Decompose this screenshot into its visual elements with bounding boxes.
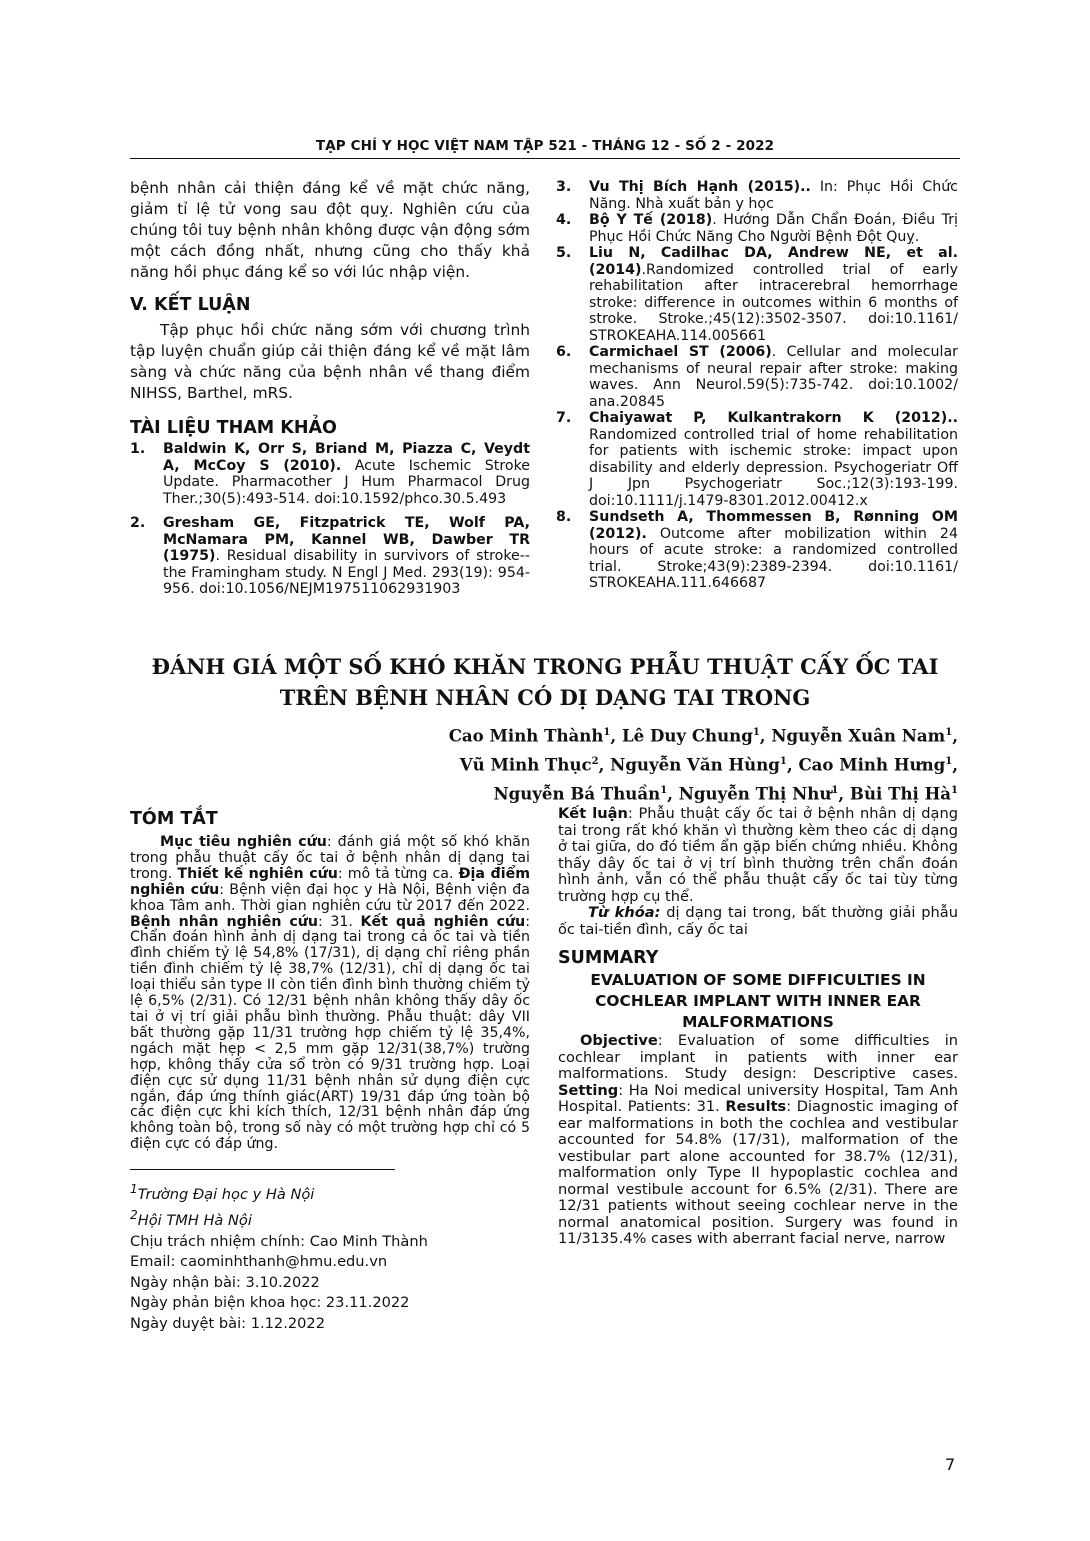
affiliation-2-marker: 2 bbox=[130, 1208, 138, 1223]
reference-authors: Chaiyawat P, Kulkantrakorn K (2012).. bbox=[589, 410, 958, 426]
reference-authors: Liu N, Cadilhac DA, Andrew NE, et al. (2014) bbox=[589, 245, 958, 278]
page-number: 7 bbox=[945, 1455, 956, 1474]
article-title-line2: TRÊN BỆNH NHÂN CÓ DỊ DẠNG TAI TRONG bbox=[279, 685, 811, 710]
reference-number: 6. bbox=[556, 344, 572, 360]
author-separator: , bbox=[610, 725, 622, 746]
patients-text: : 31. bbox=[318, 913, 361, 930]
author-name: Nguyễn Thị Như bbox=[678, 783, 832, 804]
affiliation-1-marker: 1 bbox=[130, 1182, 138, 1196]
date-received: Ngày nhận bài: 3.10.2022 bbox=[130, 1273, 320, 1291]
reference-authors: Baldwin K, Orr S, Briand M, Piazza C, Veydt A, McCoy S (2010). bbox=[163, 441, 530, 474]
summary-objective-label: Objective bbox=[580, 1032, 658, 1049]
article-title bbox=[120, 651, 970, 713]
reference-authors: Bộ Y Tế (2018) bbox=[589, 212, 713, 228]
abstract-vi-left bbox=[130, 809, 530, 1153]
author-name: Nguyễn Bá Thuần bbox=[493, 783, 661, 804]
conclusion-text-vi: : Phẫu thuật cấy ốc tai ở bệnh nhân dị dạng tai trong rất khó khăn vì thường kèm theo các dị dạng ở tai giữa, do đó tiềm ẩn gặp biến chứng nhiều. Không thấy dây ốc tai ở vị trí bình thường trên chẩn đoán hình ảnh, vẫn có thể phẫu thuật cấy ốc tai tùy từng trường hợp cụ thể. bbox=[558, 805, 958, 905]
author-name: Nguyễn Văn Hùng bbox=[610, 754, 780, 775]
reference-item bbox=[556, 410, 958, 509]
author-line-2 bbox=[158, 749, 958, 778]
summary-title: EVALUATION OF SOME DIFFICULTIES IN COCHLEAR IMPLANT WITH INNER EAR MALFORMATIONS bbox=[590, 971, 926, 1031]
reference-text: . Residual disability in survivors of stroke--the Framingham study. N Engl J Med. 293(19): 954-956. doi:10.1056/NEJM197511062931903 bbox=[163, 548, 530, 597]
reference-authors: Gresham GE, Fitzpatrick TE, Wolf PA, McNamara PM, Kannel WB, Dawber TR (1975) bbox=[163, 515, 530, 564]
summary-results-label: Results bbox=[725, 1098, 787, 1115]
contact-email: Email: caominhthanh@hmu.edu.vn bbox=[130, 1253, 388, 1271]
reference-item bbox=[556, 509, 958, 592]
abstract-vi-continued bbox=[558, 806, 958, 905]
date-reviewed: Ngày phản biện khoa học: 23.11.2022 bbox=[130, 1294, 410, 1312]
author-name: Cao Minh Thành bbox=[448, 725, 604, 746]
summary-results-text: : Diagnostic imaging of ear malformations in both the cochlea and vestibular accounted for 54.8% (17/31), malformation of the vestibular part alone accounted for 38.7% (12/31), malformation only Type II hypoplastic cochlea and normal vestibule account for 6.5% (2/31). There are 12/31 patients without seeing cochlear nerve in the normal anatomical position. Surgery was found in 11/3135.4% cases with aberrant facial nerve, narrow bbox=[558, 1098, 958, 1247]
reference-item bbox=[130, 441, 530, 507]
results-text: : Chẩn đoán hình ảnh dị dạng tai trong cả ốc tai và tiền đình chiếm tỷ lệ 54,8% (17/31), dị dạng chỉ riêng phần tiền đình chiếm tỷ lệ 38,7% (12/31), chỉ dị dạng ốc tai loại thiểu sản type II còn tiền đình bình thường chiếm tỷ lệ 6,5% (2/31). Có 12/31 bệnh nhân không thấy dây ốc tai ở vị trí giải phẫu bình thường. Phẫu thuật: dây VII bất thường gặp 11/31 trường hợp chiếm tỷ lệ 35,4%, ngách mặt hẹp < 2,5 mm gặp 12/31(38,7%) trường hợp, không thấy cửa sổ tròn có 9/31 trường hợp. Loại điện cực sử dụng 11/31 bệnh nhân sử dụng điện cực ngắn, đáp ứng thính giác(ART) 19/31 đáp ứng toàn bộ các điện cực khi kích thích, 12/31 bệnh nhân đáp ứng không toàn bộ, trong số này có một trường hợp chỉ có 5 điện cực có đáp ứng. bbox=[130, 913, 530, 1153]
references-list-left bbox=[130, 441, 530, 598]
patients-label: Bệnh nhân nghiên cứu bbox=[130, 913, 319, 930]
author-affiliation: 1 bbox=[603, 727, 611, 738]
references-heading: TÀI LIỆU THAM KHẢO bbox=[130, 418, 337, 438]
abstract-vi-body bbox=[130, 835, 530, 1153]
reference-item bbox=[556, 179, 958, 212]
reference-number: 7. bbox=[556, 410, 572, 426]
reference-authors: Carmichael ST (2006) bbox=[589, 344, 772, 360]
prev-article-right-column bbox=[556, 179, 958, 592]
reference-text: In: Phục Hồi Chức Năng. Nhà xuất bản y học bbox=[589, 179, 958, 212]
setting-text: : Bệnh viện đại học y Hà Nội, Bệnh viện đa khoa Tâm anh. Thời gian nghiên cứu từ 2017 đến 2022. bbox=[130, 881, 530, 914]
design-label: Thiết kế nghiên cứu bbox=[177, 865, 338, 882]
reference-text: Randomized controlled trial of home rehabilitation for patients with ischemic stroke: impact upon disability and elderly depression. Psychogeriatr Off J Jpn Psychogeriatr Soc.;12(3):193-199. doi:10.1111/j.1479-8301.2012.00412.x bbox=[589, 426, 958, 509]
reference-number: 1. bbox=[130, 441, 146, 457]
reference-number: 5. bbox=[556, 245, 572, 261]
author-affiliation: 1 bbox=[779, 756, 787, 768]
conclusion-heading: V. KẾT LUẬN bbox=[130, 295, 251, 315]
affiliation-1 bbox=[130, 1179, 530, 1205]
journal-header: TẠP CHÍ Y HỌC VIỆT NAM TẬP 521 - THÁNG 12 - SỐ 2 - 2022 bbox=[315, 138, 775, 154]
author-affiliation: 2 bbox=[591, 756, 599, 768]
author-separator: , bbox=[759, 725, 772, 746]
article-title-line1: ĐÁNH GIÁ MỘT SỐ KHÓ KHĂN TRONG PHẪU THUẬT CẤY ỐC TAI bbox=[151, 654, 939, 679]
keywords-text: dị dạng tai trong, bất thường giải phẫu ốc tai-tiền đình, cấy ốc tai bbox=[558, 904, 958, 938]
prev-discussion-text: bệnh nhân cải thiện đáng kể về mặt chức năng, giảm tỉ lệ tử vong sau đột quỵ. Nghiên cứu của chúng tôi tuy bệnh nhân không được vận động sớm một cách đồng nhất, nhưng cũng cho thấy khả năng hồi phục đáng kể so với lúc nhập viện. bbox=[130, 179, 530, 281]
reference-text: Outcome after mobilization within 24 hours of acute stroke: a randomized controlled trial. Stroke;43(9):2389-2394. doi:10.1161/ STROKEAHA.111.646687 bbox=[589, 525, 958, 591]
setting-label: Địa điểm nghiên cứu bbox=[130, 865, 530, 898]
reference-text: . Hướng Dẫn Chẩn Đoán, Điều Trị Phục Hồi Chức Năng Cho Người Bệnh Đột Quỵ. bbox=[589, 212, 958, 245]
author-line-3 bbox=[158, 778, 958, 807]
author-separator: , bbox=[598, 754, 611, 775]
keywords bbox=[558, 905, 958, 938]
reference-text: . Cellular and molecular mechanisms of neural repair after stroke: making waves. Ann Neurol.59(5):735-742. doi:10.1002/ ana.20845 bbox=[589, 344, 958, 410]
footnote-rule bbox=[130, 1169, 395, 1170]
author-separator: , bbox=[838, 783, 850, 804]
design-text: : mô tả từng ca. bbox=[337, 865, 459, 882]
prev-article-left-column bbox=[130, 178, 530, 598]
reference-item bbox=[130, 515, 530, 598]
author-name: Cao Minh Hưng bbox=[798, 754, 946, 775]
author-line-1 bbox=[158, 720, 958, 749]
author-name: Nguyễn Xuân Nam bbox=[771, 725, 946, 746]
reference-item bbox=[556, 344, 958, 410]
reference-authors: Sundseth A, Thommessen B, Rønning OM (2012). bbox=[589, 509, 958, 542]
summary-setting-label: Setting bbox=[558, 1081, 619, 1099]
objective-text: : đánh giá một số khó khăn trong phẫu thuật cấy ốc tai ở bệnh nhân dị dạng tai trong. bbox=[130, 834, 530, 882]
date-accepted: Ngày duyệt bài: 1.12.2022 bbox=[130, 1314, 325, 1332]
author-affiliation: 1 bbox=[831, 785, 839, 797]
reference-number: 2. bbox=[130, 515, 146, 531]
conclusion-text: Tập phục hồi chức năng sớm với chương trình tập luyện chuẩn giúp cải thiện đáng kể về mặt lâm sàng và chức năng của bệnh nhân về thang điểm NIHSS, Barthel, mRS. bbox=[130, 321, 530, 402]
author-separator: , bbox=[786, 754, 799, 775]
affiliation-2-text: Hội TMH Hà Nội bbox=[137, 1212, 252, 1230]
abstract-right-column bbox=[558, 806, 958, 1248]
summary-heading: SUMMARY bbox=[558, 948, 659, 968]
author-affiliation: 1 bbox=[945, 756, 953, 768]
author-separator: , bbox=[952, 725, 958, 746]
abstract-vi-heading: TÓM TẮT bbox=[130, 809, 218, 829]
reference-text: .Randomized controlled trial of early rehabilitation after intracerebral hemorrhage stroke: difference in outcomes within 6 months of stroke. Stroke.;45(12):3502-3507. doi:10.1161/ STROKEAHA.114.005661 bbox=[589, 261, 958, 344]
author-list bbox=[158, 720, 958, 807]
author-name: Bùi Thị Hà bbox=[849, 783, 952, 804]
keywords-label: Từ khóa: bbox=[588, 904, 661, 921]
reference-number: 8. bbox=[556, 509, 572, 525]
reference-item bbox=[556, 245, 958, 344]
objective-label: Mục tiêu nghiên cứu bbox=[160, 834, 327, 850]
author-affiliation: 1 bbox=[951, 785, 958, 797]
references-list-right bbox=[556, 179, 958, 592]
author-separator: , bbox=[667, 783, 679, 804]
author-separator: , bbox=[952, 754, 958, 775]
reference-authors: Vu Thị Bích Hạnh (2015).. bbox=[589, 179, 811, 195]
summary-objective-text: : Evaluation of some difficulties in cochlear implant in patients with inner ear malformations. Study design: Descriptive cases. bbox=[558, 1032, 958, 1082]
header-rule bbox=[130, 158, 960, 159]
author-name: Vũ Minh Thục bbox=[459, 754, 592, 775]
reference-number: 3. bbox=[556, 179, 572, 195]
author-affiliation: 1 bbox=[752, 727, 760, 738]
reference-text: Acute Ischemic Stroke Update. Pharmacother J Hum Pharmacol Drug Ther.;30(5):493-514. doi:10.1592/phco.30.5.493 bbox=[163, 457, 531, 507]
affiliation-2 bbox=[130, 1205, 530, 1231]
results-label: Kết quả nghiên cứu bbox=[360, 913, 526, 930]
reference-number: 4. bbox=[556, 212, 572, 228]
author-affiliation: 1 bbox=[945, 727, 953, 738]
footnotes bbox=[130, 1179, 530, 1334]
affiliation-1-text: Trường Đại học y Hà Nội bbox=[137, 1185, 315, 1203]
reference-item bbox=[556, 212, 958, 245]
conclusion-label: Kết luận bbox=[558, 805, 628, 822]
responsible-author: Chịu trách nhiệm chính: Cao Minh Thành bbox=[130, 1232, 428, 1250]
author-name: Lê Duy Chung bbox=[621, 725, 753, 746]
summary-setting-text: : Ha Noi medical university Hospital, Tam Anh Hospital. Patients: 31. bbox=[558, 1081, 958, 1115]
author-affiliation: 1 bbox=[660, 785, 668, 797]
summary-body bbox=[558, 1033, 958, 1248]
